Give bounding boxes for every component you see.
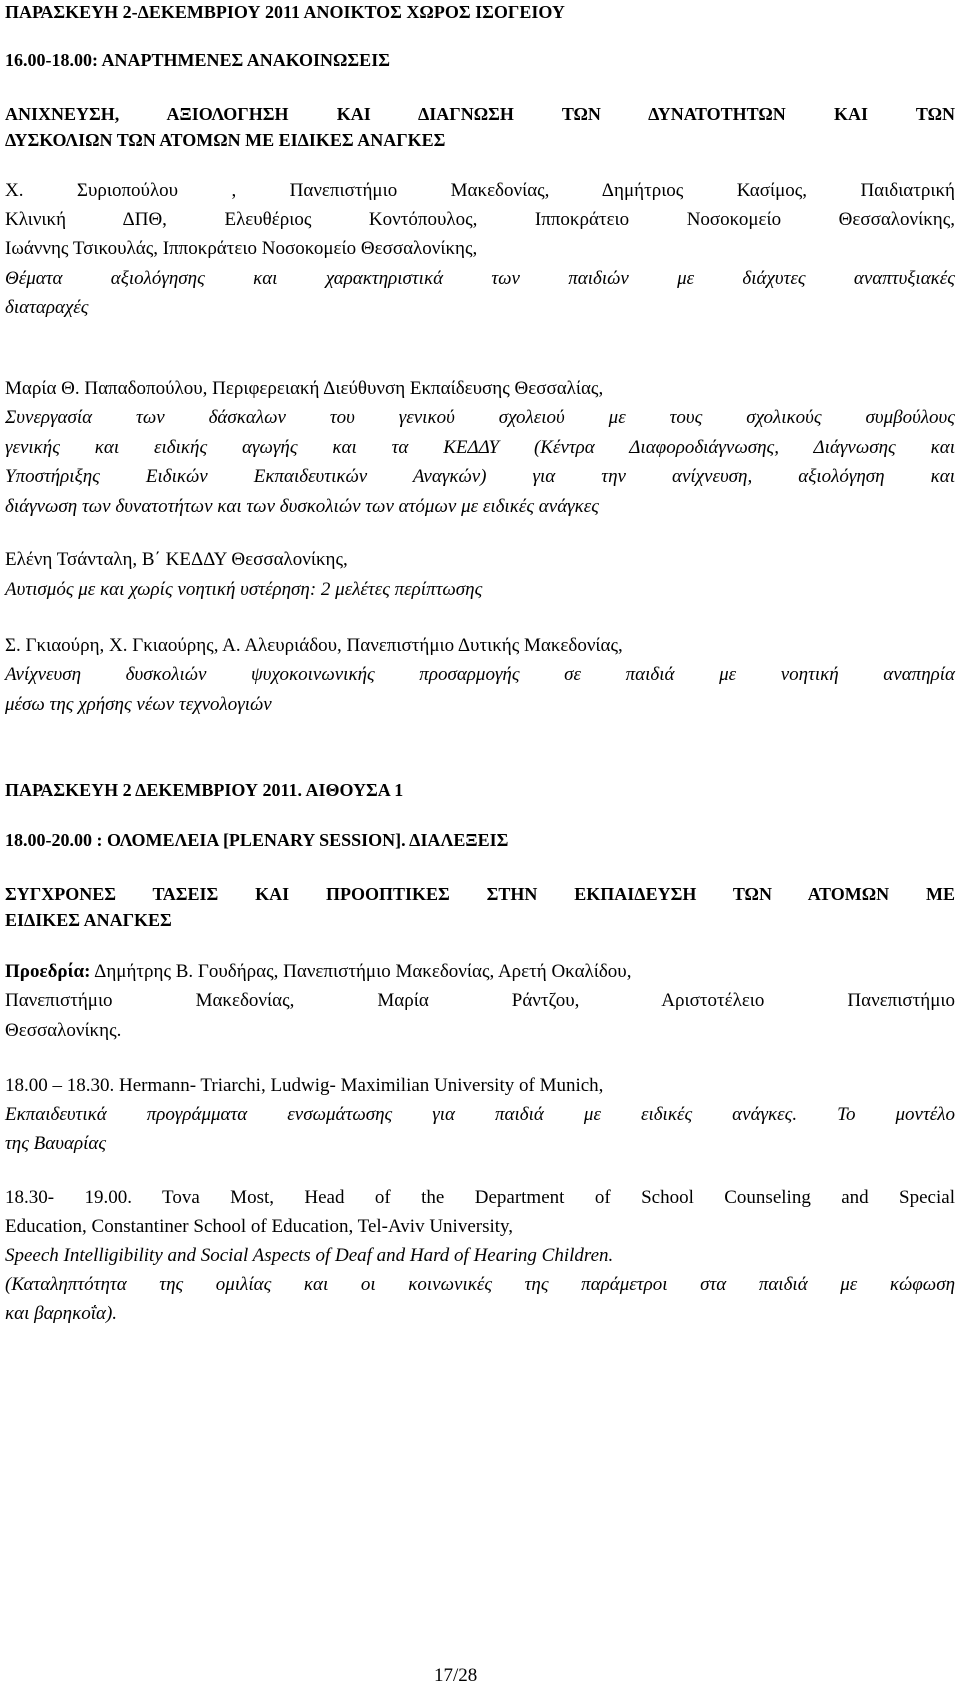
plenary-session-title — [5, 830, 508, 851]
section-heading-1: ΠΑΡΑΣΚΕΥΗ 2-ΔΕΚΕΜΒΡΙΟΥ 2011 ΑΝΟΙΚΤΟΣ ΧΩΡΟΣ ΙΣΟΓΕΙΟΥ — [5, 2, 565, 22]
entry-2-title-1: Συνεργασία των δάσκαλων του γενικού σχολειού με τους σχολικούς συμβούλους — [5, 407, 955, 428]
section-2-topic-line-2: ΕΙΔΙΚΕΣ ΑΝΑΓΚΕΣ — [5, 910, 172, 930]
entry-4-title-1: Ανίχνευση δυσκολιών ψυχοκοινωνικής προσαρμογής σε παιδιά με νοητική αναπηρία — [5, 664, 955, 685]
session-time-title-1: 16.00-18.00: ΑΝΑΡΤΗΜΕΝΕΣ ΑΝΑΚΟΙΝΩΣΕΙΣ — [5, 50, 390, 70]
entry-3-authors-1: Ελένη Τσάνταλη, Β΄ ΚΕΔΔΥ Θεσσαλονίκης, — [5, 549, 348, 570]
entry-1-title-2: διαταραχές — [5, 297, 89, 318]
talk-2-title-1: Speech Intelligibility and Social Aspects of Deaf and Hard of Hearing Children. — [5, 1245, 614, 1266]
entry-1-authors-1: Χ. Συριοπούλου , Πανεπιστήμιο Μακεδονίας, Δημήτριος Κασίμος, Παιδιατρική — [5, 180, 955, 201]
talk-2-title-3: και βαρηκοΐα). — [5, 1303, 118, 1324]
session-topic-line-2: ΔΥΣΚΟΛΙΩΝ ΤΩΝ ΑΤΟΜΩΝ ΜΕ ΕΙΔΙΚΕΣ ΑΝΑΓΚΕΣ — [5, 130, 446, 150]
page-number: 17/28 — [434, 1665, 478, 1686]
plenary-session-text: 18.00-20.00 : ΟΛΟΜΕΛΕΙΑ [PLENARY SESSION]. ΔΙΑΛΕΞΕΙΣ — [5, 830, 509, 850]
chair-line-2: Πανεπιστήμιο Μακεδονίας, Μαρία Ράντζου, Αριστοτέλειο Πανεπιστήμιο — [5, 990, 955, 1011]
chair-label: Προεδρία: — [5, 961, 91, 982]
talk-2-line-2: Education, Constantiner School of Education, Tel-Aviv University, — [5, 1216, 514, 1237]
chair-line-1-text: Δημήτρης Β. Γουδήρας, Πανεπιστήμιο Μακεδονίας, Αρετή Οκαλίδου, — [90, 961, 632, 982]
chair-line-1 — [5, 961, 631, 983]
talk-2-line-1: 18.30- 19.00. Tova Most, Head of the Department of School Counseling and Special — [5, 1187, 955, 1208]
section-2-topic-line-1: ΣΥΓΧΡΟΝΕΣ ΤΑΣΕΙΣ ΚΑΙ ΠΡΟΟΠΤΙΚΕΣ ΣΤΗΝ ΕΚΠΑΙΔΕΥΣΗ ΤΩΝ ΑΤΟΜΩΝ ΜΕ — [5, 884, 955, 904]
entry-2-title-3: Υποστήριξης Ειδικών Εκπαιδευτικών Αναγκών) για την ανίχνευση, αξιολόγηση και — [5, 466, 955, 487]
entry-4-authors-1: Σ. Γκιαούρη, Χ. Γκιαούρης, Α. Αλευριάδου, Πανεπιστήμιο Δυτικής Μακεδονίας, — [5, 635, 623, 656]
entry-1-authors-3: Ιωάννης Τσικουλάς, Ιπποκράτειο Νοσοκομείο Θεσσαλονίκης, — [5, 238, 478, 259]
talk-1-title-1: Εκπαιδευτικά προγράμματα ενσωμάτωσης για παιδιά με ειδικές ανάγκες. Το μοντέλο — [5, 1104, 955, 1125]
talk-1-title-2: της Βαυαρίας — [5, 1133, 107, 1154]
entry-1-title-1: Θέματα αξιολόγησης και χαρακτηριστικά των παιδιών με διάχυτες αναπτυξιακές — [5, 268, 955, 289]
session-topic-line-1: ΑΝΙΧΝΕΥΣΗ, ΑΞΙΟΛΟΓΗΣΗ ΚΑΙ ΔΙΑΓΝΩΣΗ ΤΩΝ ΔΥΝΑΤΟΤΗΤΩΝ ΚΑΙ ΤΩΝ — [5, 104, 955, 124]
entry-2-title-2: γενικής και ειδικής αγωγής και τα ΚΕΔΔΥ (Κέντρα Διαφοροδιάγνωσης, Διάγνωσης και — [5, 437, 955, 458]
section-heading-2: ΠΑΡΑΣΚΕΥΗ 2 ΔΕΚΕΜΒΡΙΟΥ 2011. ΑΙΘΟΥΣΑ 1 — [5, 780, 404, 800]
entry-2-authors-1: Μαρία Θ. Παπαδοπούλου, Περιφερειακή Διεύθυνση Εκπαίδευσης Θεσσαλίας, — [5, 378, 604, 399]
entry-4-title-2: μέσω της χρήσης νέων τεχνολογιών — [5, 694, 272, 715]
chair-line-3: Θεσσαλονίκης. — [5, 1020, 122, 1041]
entry-2-title-4: διάγνωση των δυνατοτήτων και των δυσκολιών των ατόμων με ειδικές ανάγκες — [5, 496, 599, 517]
talk-2-title-2: (Καταληπτότητα της ομιλίας και οι κοινωνικές της παράμετροι στα παιδιά με κώφωση — [5, 1274, 955, 1295]
document-page — [5, 0, 960, 1686]
entry-1-authors-2: Κλινική ΔΠΘ, Ελευθέριος Κοντόπουλος, Ιπποκράτειο Νοσοκομείο Θεσσαλονίκης, — [5, 209, 955, 230]
talk-1-line-1: 18.00 – 18.30. Hermann- Triarchi, Ludwig- Maximilian University of Munich, — [5, 1075, 604, 1096]
entry-3-title-1: Αυτισμός με και χωρίς νοητική υστέρηση: 2 μελέτες περίπτωσης — [5, 579, 483, 600]
